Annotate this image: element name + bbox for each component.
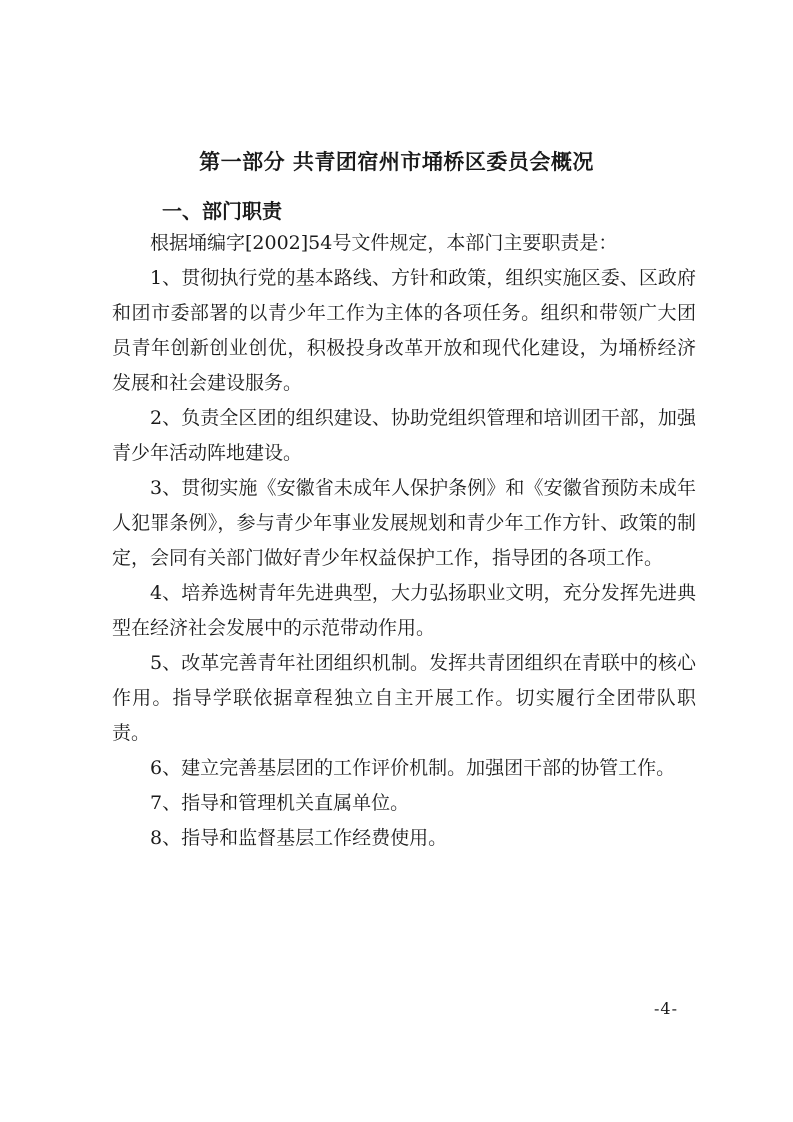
body-text [112,226,696,856]
paragraph-duty-8: 8、指导和监督基层工作经费使用。 [150,827,448,849]
paragraph-duty-2: 2、负责全区团的组织建设、协助党组织管理和培训团干部，加强青少年活动阵地建设。 [112,407,696,464]
section-heading: 一、部门职责 [162,199,282,223]
paragraph-duty-7: 7、指导和管理机关直属单位。 [150,792,410,814]
page-number: -4- [654,999,678,1018]
paragraph-duty-3: 3、贯彻实施《安徽省未成年人保护条例》和《安徽省预防未成年人犯罪条例》，参与青少年事业发展规划和青少年工作方针、政策的制定，会同有关部门做好青少年权益保护工作，指导团的各项工作。 [112,477,696,569]
paragraph-duty-4: 4、培养选树青年先进典型，大力弘扬职业文明，充分发挥先进典型在经济社会发展中的示范带动作用。 [112,582,696,639]
page-title: 第一部分 共青团宿州市埇桥区委员会概况 [199,150,594,174]
paragraph-duty-1: 1、贯彻执行党的基本路线、方针和政策，组织实施区委、区政府和团市委部署的以青少年工作为主体的各项任务。组织和带领广大团员青年创新创业创优，积极投身改革开放和现代化建设，为埇桥经济发展和社会建设服务。 [112,267,696,394]
paragraph-duty-5: 5、改革完善青年社团组织机制。发挥共青团组织在青联中的核心作用。指导学联依据章程独立自主开展工作。切实履行全团带队职责。 [112,652,696,744]
paragraph-intro: 根据埇编字[2002]54号文件规定，本部门主要职责是： [150,232,618,254]
paragraph-duty-6: 6、建立完善基层团的工作评价机制。加强团干部的协管工作。 [150,757,676,779]
